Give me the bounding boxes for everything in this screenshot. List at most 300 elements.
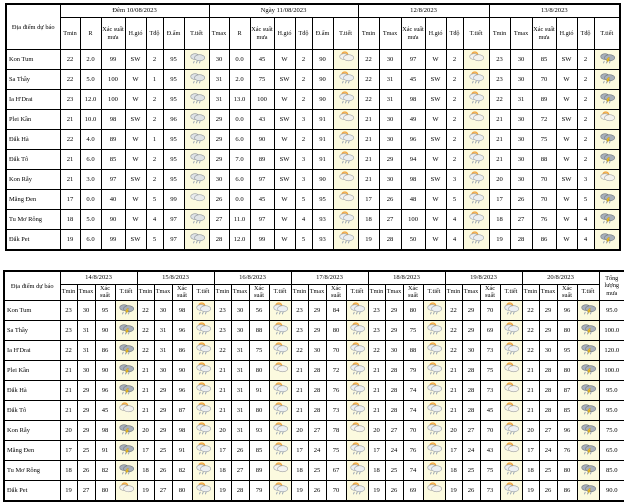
- value-cell: SW: [274, 110, 295, 130]
- value-cell: 27: [209, 210, 229, 230]
- value-cell: 22: [489, 90, 510, 110]
- column-label: Xác suất: [95, 285, 115, 301]
- place-name: Kon Rẫy: [4, 421, 60, 441]
- value-cell: 91: [249, 381, 269, 401]
- shower-icon: [336, 130, 356, 144]
- column-label: H.gió: [425, 18, 446, 50]
- value-cell: 31: [231, 381, 249, 401]
- value-cell: 21: [60, 401, 77, 421]
- value-cell: 2: [146, 50, 163, 70]
- value-cell: 22: [358, 90, 379, 110]
- value-cell: 89: [101, 130, 125, 150]
- value-cell: 23: [489, 50, 510, 70]
- value-cell: SW: [556, 170, 577, 190]
- value-cell: 17: [137, 441, 154, 461]
- value-cell: 19: [60, 481, 77, 502]
- weather-icon-cell: [333, 70, 358, 90]
- value-cell: 99: [101, 50, 125, 70]
- value-cell: 17: [445, 441, 462, 461]
- weather-icon-cell: [463, 230, 489, 251]
- value-cell: 22: [60, 130, 80, 150]
- value-cell: 18: [489, 210, 510, 230]
- weather-icon-cell: [192, 481, 214, 502]
- value-cell: W: [274, 230, 295, 251]
- value-cell: 80: [557, 461, 577, 481]
- value-cell: 27: [379, 210, 401, 230]
- value-cell: SW: [125, 170, 146, 190]
- value-cell: W: [274, 50, 295, 70]
- column-label: Tmax: [308, 285, 326, 301]
- column-label: Xác suất: [557, 285, 577, 301]
- weather-icon-cell: [594, 70, 620, 90]
- weather-icon-cell: [115, 481, 137, 502]
- value-cell: SW: [125, 110, 146, 130]
- value-cell: 5.0: [80, 70, 101, 90]
- total-rain-cell: 65.0: [599, 441, 624, 461]
- value-cell: 31: [510, 90, 532, 110]
- value-cell: 29: [385, 301, 403, 321]
- value-cell: 21: [60, 170, 80, 190]
- place-name: Sa Thầy: [6, 70, 60, 90]
- column-label: Tmin: [60, 285, 77, 301]
- value-cell: 18: [60, 210, 80, 230]
- storm-icon: [116, 381, 136, 395]
- value-cell: 72: [326, 361, 346, 381]
- table-row: [4, 301, 624, 321]
- shower-icon: [501, 301, 521, 315]
- value-cell: W: [556, 150, 577, 170]
- value-cell: 26: [209, 190, 229, 210]
- value-cell: 97: [250, 170, 274, 190]
- weather-icon-cell: [115, 381, 137, 401]
- partly-icon: [501, 381, 521, 395]
- shower-icon: [347, 401, 367, 415]
- value-cell: W: [274, 190, 295, 210]
- value-cell: 21: [137, 401, 154, 421]
- value-cell: 2: [146, 90, 163, 110]
- value-cell: 29: [154, 401, 172, 421]
- weather-icon-cell: [577, 341, 599, 361]
- value-cell: 30: [510, 150, 532, 170]
- value-cell: 29: [539, 301, 557, 321]
- column-label: T.tiết: [594, 18, 620, 50]
- value-cell: 73: [480, 341, 500, 361]
- value-cell: 22: [137, 341, 154, 361]
- value-cell: 29: [209, 150, 229, 170]
- value-cell: 31: [379, 90, 401, 110]
- value-cell: SW: [274, 70, 295, 90]
- value-cell: 29: [209, 130, 229, 150]
- value-cell: 20: [522, 421, 539, 441]
- value-cell: 22: [358, 70, 379, 90]
- value-cell: W: [425, 190, 446, 210]
- value-cell: 97: [101, 170, 125, 190]
- value-cell: 80: [326, 321, 346, 341]
- column-label: T.tiết: [346, 285, 368, 301]
- value-cell: 0.0: [229, 110, 250, 130]
- value-cell: 22: [445, 301, 462, 321]
- value-cell: 87: [172, 401, 192, 421]
- value-cell: 26: [510, 190, 532, 210]
- value-cell: 21: [214, 381, 231, 401]
- shower-icon: [466, 70, 486, 84]
- weather-icon-cell: [192, 321, 214, 341]
- value-cell: 19: [358, 230, 379, 251]
- weather-icon-cell: [577, 361, 599, 381]
- value-cell: 2: [446, 90, 463, 110]
- weather-icon-cell: [333, 150, 358, 170]
- value-cell: 21: [291, 401, 308, 421]
- storm-icon: [578, 301, 598, 315]
- weather-icon-cell: [577, 481, 599, 502]
- date-group-header: 12/8/2023: [358, 4, 489, 18]
- value-cell: 21: [522, 361, 539, 381]
- value-cell: 28: [209, 230, 229, 251]
- value-cell: 22: [60, 341, 77, 361]
- shower-icon: [347, 341, 367, 355]
- shower-icon: [347, 441, 367, 455]
- weather-icon-cell: [577, 321, 599, 341]
- value-cell: 96: [557, 301, 577, 321]
- shower-icon: [193, 481, 213, 495]
- value-cell: SW: [556, 50, 577, 70]
- value-cell: 29: [77, 381, 95, 401]
- shower-icon: [501, 421, 521, 435]
- value-cell: 31: [231, 341, 249, 361]
- value-cell: 2: [577, 130, 594, 150]
- value-cell: W: [425, 150, 446, 170]
- weather-icon-cell: [463, 90, 489, 110]
- value-cell: 56: [249, 301, 269, 321]
- column-label: Đ.ẩm: [312, 18, 333, 50]
- weather-icon-cell: [333, 90, 358, 110]
- value-cell: 75: [403, 321, 423, 341]
- value-cell: 75: [480, 361, 500, 381]
- weather-icon-cell: [269, 361, 291, 381]
- weather-icon-cell: [115, 421, 137, 441]
- value-cell: 17: [522, 441, 539, 461]
- value-cell: 2: [146, 150, 163, 170]
- value-cell: 12.0: [229, 230, 250, 251]
- value-cell: 18: [358, 210, 379, 230]
- table-row: [6, 70, 620, 90]
- value-cell: 75: [532, 130, 556, 150]
- partly-icon: [270, 361, 290, 375]
- value-cell: 26: [379, 190, 401, 210]
- value-cell: 1: [146, 130, 163, 150]
- shower-icon: [270, 321, 290, 335]
- value-cell: W: [125, 130, 146, 150]
- rain-icon: [187, 70, 207, 84]
- weather-icon-cell: [500, 381, 522, 401]
- shower-icon: [347, 481, 367, 495]
- weather-icon-cell: [423, 421, 445, 441]
- value-cell: 0.0: [229, 190, 250, 210]
- value-cell: 28: [385, 381, 403, 401]
- value-cell: 28: [231, 481, 249, 502]
- value-cell: 27: [462, 421, 480, 441]
- weather-icon-cell: [594, 110, 620, 130]
- weather-icon-cell: [346, 441, 368, 461]
- value-cell: 95: [95, 301, 115, 321]
- weather-icon-cell: [192, 301, 214, 321]
- value-cell: 84: [326, 301, 346, 321]
- value-cell: 19: [489, 230, 510, 251]
- value-cell: 85: [557, 401, 577, 421]
- shower-icon: [270, 421, 290, 435]
- weather-icon-cell: [463, 210, 489, 230]
- value-cell: 95: [557, 341, 577, 361]
- value-cell: 96: [163, 110, 184, 130]
- value-cell: 26: [77, 461, 95, 481]
- weather-icon-cell: [594, 190, 620, 210]
- value-cell: 31: [209, 70, 229, 90]
- value-cell: 97: [163, 230, 184, 251]
- value-cell: 21: [368, 401, 385, 421]
- value-cell: 21: [214, 401, 231, 421]
- date-group-header: Đêm 10/08/2023: [60, 4, 209, 18]
- value-cell: 30: [510, 50, 532, 70]
- value-cell: 80: [557, 361, 577, 381]
- storm-icon: [116, 361, 136, 375]
- value-cell: 18: [368, 461, 385, 481]
- date-group-header: 14/8/2023: [60, 271, 137, 285]
- total-rain-cell: 75.0: [599, 421, 624, 441]
- column-label: R: [80, 18, 101, 50]
- value-cell: 17: [358, 190, 379, 210]
- value-cell: 17: [368, 441, 385, 461]
- shower-icon: [347, 381, 367, 395]
- value-cell: 23: [489, 70, 510, 90]
- weather-icon-cell: [192, 441, 214, 461]
- value-cell: 22: [291, 341, 308, 361]
- weather-icon-cell: [184, 110, 209, 130]
- value-cell: 4: [146, 210, 163, 230]
- value-cell: 31: [154, 321, 172, 341]
- value-cell: 86: [557, 481, 577, 502]
- value-cell: SW: [425, 130, 446, 150]
- value-cell: 99: [250, 230, 274, 251]
- value-cell: 31: [231, 421, 249, 441]
- value-cell: 21: [214, 361, 231, 381]
- shower-icon: [347, 321, 367, 335]
- weather-icon-cell: [184, 70, 209, 90]
- weather-icon-cell: [346, 401, 368, 421]
- value-cell: 29: [539, 321, 557, 341]
- weather-icon-cell: [333, 230, 358, 251]
- value-cell: 22: [358, 50, 379, 70]
- value-cell: W: [125, 210, 146, 230]
- weather-icon-cell: [423, 341, 445, 361]
- place-name: Đắk Pet: [4, 481, 60, 502]
- value-cell: 17: [291, 441, 308, 461]
- place-name: Plei Kần: [4, 361, 60, 381]
- value-cell: 18: [291, 461, 308, 481]
- value-cell: 30: [510, 110, 532, 130]
- shower-icon: [336, 70, 356, 84]
- place-name: Plei Kần: [6, 110, 60, 130]
- weather-icon-cell: [115, 301, 137, 321]
- value-cell: 24: [539, 441, 557, 461]
- weather-icon-cell: [192, 341, 214, 361]
- value-cell: 76: [557, 441, 577, 461]
- partly-icon: [597, 170, 617, 184]
- total-rain-cell: 120.0: [599, 341, 624, 361]
- weather-icon-cell: [192, 361, 214, 381]
- value-cell: 2: [577, 50, 594, 70]
- value-cell: 5.0: [80, 210, 101, 230]
- table-row: [4, 381, 624, 401]
- partly-icon: [424, 481, 444, 495]
- value-cell: 96: [557, 421, 577, 441]
- value-cell: 73: [480, 481, 500, 502]
- value-cell: 30: [379, 50, 401, 70]
- value-cell: 11.0: [229, 210, 250, 230]
- value-cell: 91: [312, 150, 333, 170]
- weather-icon-cell: [269, 421, 291, 441]
- weather-icon-cell: [269, 341, 291, 361]
- value-cell: 19: [60, 230, 80, 251]
- shower-icon: [193, 341, 213, 355]
- value-cell: 23: [368, 321, 385, 341]
- value-cell: 90: [95, 321, 115, 341]
- value-cell: 31: [77, 341, 95, 361]
- place-name: Ia H'Drai: [4, 341, 60, 361]
- value-cell: 21: [60, 110, 80, 130]
- total-rain-cell: 100.0: [599, 321, 624, 341]
- value-cell: 26: [308, 481, 326, 502]
- value-cell: 5: [146, 190, 163, 210]
- weather-icon-cell: [346, 301, 368, 321]
- value-cell: 30: [77, 301, 95, 321]
- column-label: Xác suất mưa: [101, 18, 125, 50]
- storm-icon: [597, 70, 617, 84]
- value-cell: 21: [522, 381, 539, 401]
- value-cell: 70: [532, 170, 556, 190]
- shower-icon: [193, 461, 213, 475]
- value-cell: 70: [326, 481, 346, 502]
- value-cell: 21: [358, 110, 379, 130]
- value-cell: 28: [462, 361, 480, 381]
- value-cell: 95: [163, 90, 184, 110]
- weather-icon-cell: [269, 441, 291, 461]
- value-cell: 26: [462, 481, 480, 502]
- value-cell: 21: [358, 130, 379, 150]
- value-cell: 17: [489, 190, 510, 210]
- value-cell: W: [556, 130, 577, 150]
- value-cell: 90: [312, 70, 333, 90]
- partly-icon: [466, 110, 486, 124]
- value-cell: 26: [539, 481, 557, 502]
- storm-icon: [597, 90, 617, 104]
- value-cell: 31: [231, 401, 249, 421]
- value-cell: 28: [510, 230, 532, 251]
- value-cell: 96: [172, 321, 192, 341]
- value-cell: W: [425, 110, 446, 130]
- weather-icon-cell: [500, 461, 522, 481]
- value-cell: 30: [510, 70, 532, 90]
- table-row: [6, 50, 620, 70]
- value-cell: 75: [249, 341, 269, 361]
- column-label: Tmin: [137, 285, 154, 301]
- value-cell: 28: [539, 401, 557, 421]
- shower-icon: [466, 210, 486, 224]
- table-row: [4, 421, 624, 441]
- value-cell: 76: [326, 381, 346, 401]
- column-label: T.tiết: [577, 285, 599, 301]
- value-cell: 100: [250, 90, 274, 110]
- value-cell: 29: [308, 321, 326, 341]
- storm-icon: [578, 481, 598, 495]
- date-group-header: 15/8/2023: [137, 271, 214, 285]
- column-label: Tmin: [368, 285, 385, 301]
- column-label: Tmax: [510, 18, 532, 50]
- value-cell: 85: [532, 50, 556, 70]
- value-cell: 26: [231, 441, 249, 461]
- weather-icon-cell: [346, 461, 368, 481]
- rain-icon: [187, 230, 207, 244]
- place-name: Sa Thầy: [4, 321, 60, 341]
- weather-icon-cell: [577, 381, 599, 401]
- value-cell: 30: [462, 341, 480, 361]
- weather-icon-cell: [423, 461, 445, 481]
- value-cell: 25: [308, 461, 326, 481]
- value-cell: 3: [295, 170, 312, 190]
- weather-icon-cell: [115, 341, 137, 361]
- value-cell: 21: [368, 381, 385, 401]
- weather-icon-cell: [115, 321, 137, 341]
- partly-icon: [336, 110, 356, 124]
- shower-icon: [347, 301, 367, 315]
- weather-icon-cell: [346, 341, 368, 361]
- value-cell: 7.0: [229, 150, 250, 170]
- place-name: Ia H'Drai: [6, 90, 60, 110]
- weather-icon-cell: [463, 70, 489, 90]
- value-cell: 4: [577, 210, 594, 230]
- shower-icon: [424, 381, 444, 395]
- value-cell: 30: [231, 321, 249, 341]
- value-cell: 50: [401, 230, 425, 251]
- rain-icon: [187, 210, 207, 224]
- value-cell: 96: [95, 381, 115, 401]
- shower-icon: [336, 150, 356, 164]
- value-cell: 22: [214, 341, 231, 361]
- shower-icon: [336, 230, 356, 244]
- value-cell: W: [425, 230, 446, 251]
- value-cell: 13.0: [229, 90, 250, 110]
- place-name: Đắk Hà: [6, 130, 60, 150]
- value-cell: 29: [209, 110, 229, 130]
- value-cell: 100: [401, 210, 425, 230]
- value-cell: 86: [532, 230, 556, 251]
- value-cell: SW: [556, 110, 577, 130]
- weather-icon-cell: [269, 461, 291, 481]
- value-cell: 2: [446, 70, 463, 90]
- weather-icon-cell: [594, 210, 620, 230]
- value-cell: W: [125, 150, 146, 170]
- column-label: T.tiết: [192, 285, 214, 301]
- storm-icon: [578, 461, 598, 475]
- weather-icon-cell: [184, 150, 209, 170]
- value-cell: 29: [154, 381, 172, 401]
- value-cell: 6.0: [229, 170, 250, 190]
- weather-icon-cell: [423, 361, 445, 381]
- place-name: Đắk Tô: [4, 401, 60, 421]
- value-cell: 29: [379, 150, 401, 170]
- weather-icon-cell: [500, 441, 522, 461]
- value-cell: 89: [532, 90, 556, 110]
- value-cell: 94: [401, 150, 425, 170]
